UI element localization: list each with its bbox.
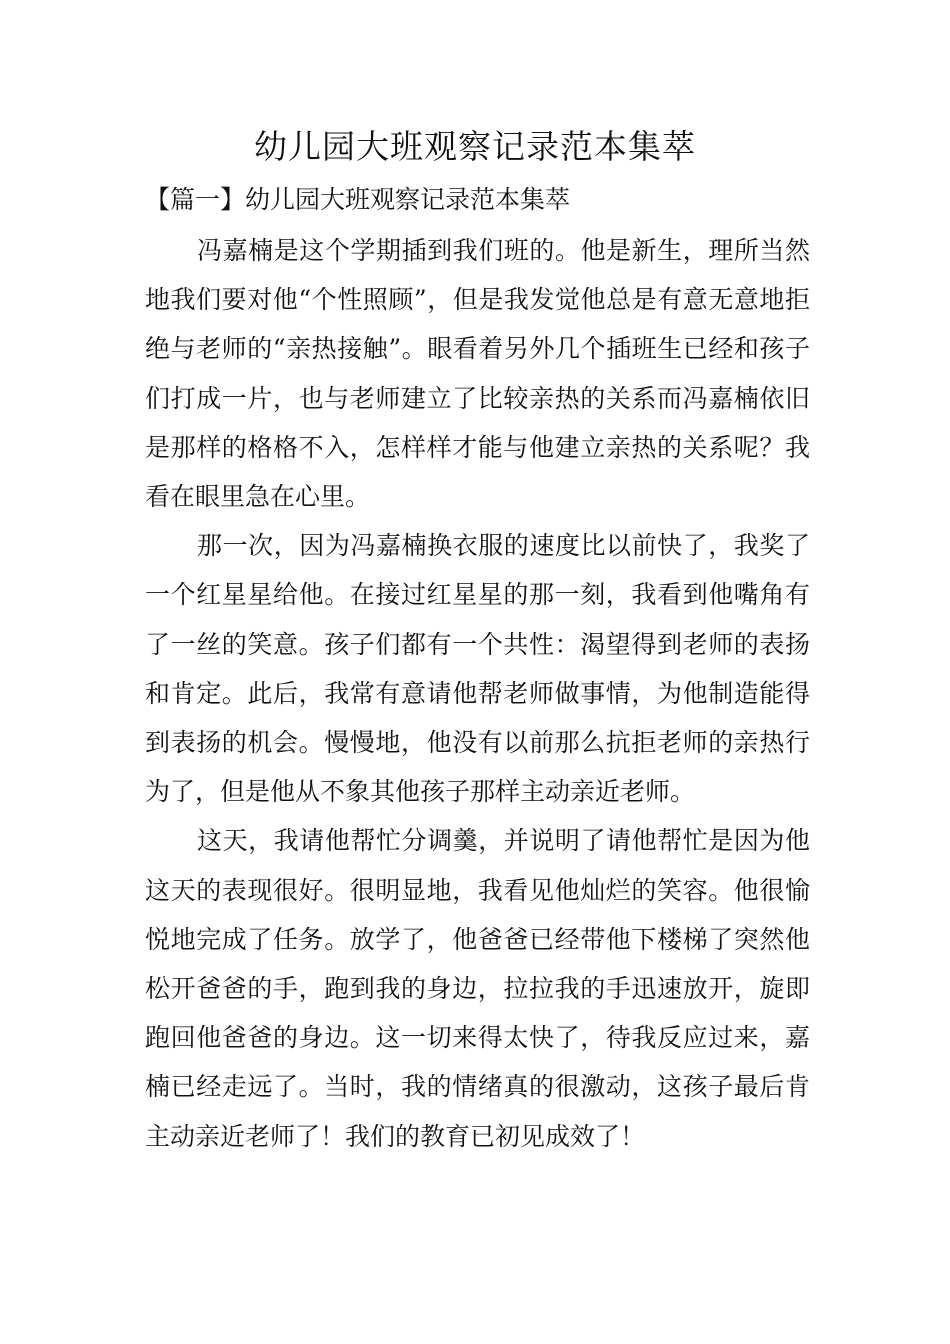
section-heading: 【篇一】幼儿园大班观察记录范本集萃 (145, 185, 571, 214)
paragraph-1: 冯嘉楠是这个学期插到我们班的。他是新生，理所当然地我们要对他“个性照顾”，但是我发觉他总是有意无意地拒绝与老师的“亲热接触”。眼看着另外几个插班生已经和孩子们打成一片，也与老师建立了比较亲热的关系而冯嘉楠依旧是那样的格格不入，怎样样才能与他建立亲热的关系呢？我看在眼里急在心里。 (145, 236, 810, 512)
paragraph-3: 这天，我请他帮忙分调羹，并说明了请他帮忙是因为他这天的表现很好。很明显地，我看见他灿烂的笑容。他很愉悦地完成了任务。放学了，他爸爸已经带他下楼梯了突然他松开爸爸的手，跑到我的身边，拉拉我的手迅速放开，旋即跑回他爸爸的身边。这一切来得太快了，待我反应过来，嘉楠已经走远了。当时，我的情绪真的很激动，这孩子最后肯主动亲近老师了！我们的教育已初见成效了！ (145, 826, 810, 1151)
paragraph-2: 那一次，因为冯嘉楠换衣服的速度比以前快了，我奖了一个红星星给他。在接过红星星的那一刻，我看到他嘴角有了一丝的笑意。孩子们都有一个共性：渴望得到老师的表扬和肯定。此后，我常有意请他帮老师做事情，为他制造能得到表扬的机会。慢慢地，他没有以前那么抗拒老师的亲热行为了，但是他从不象其他孩子那样主动亲近老师。 (145, 531, 810, 807)
document-title: 幼儿园大班观察记录范本集萃 (254, 127, 696, 166)
document-body (145, 226, 810, 1161)
